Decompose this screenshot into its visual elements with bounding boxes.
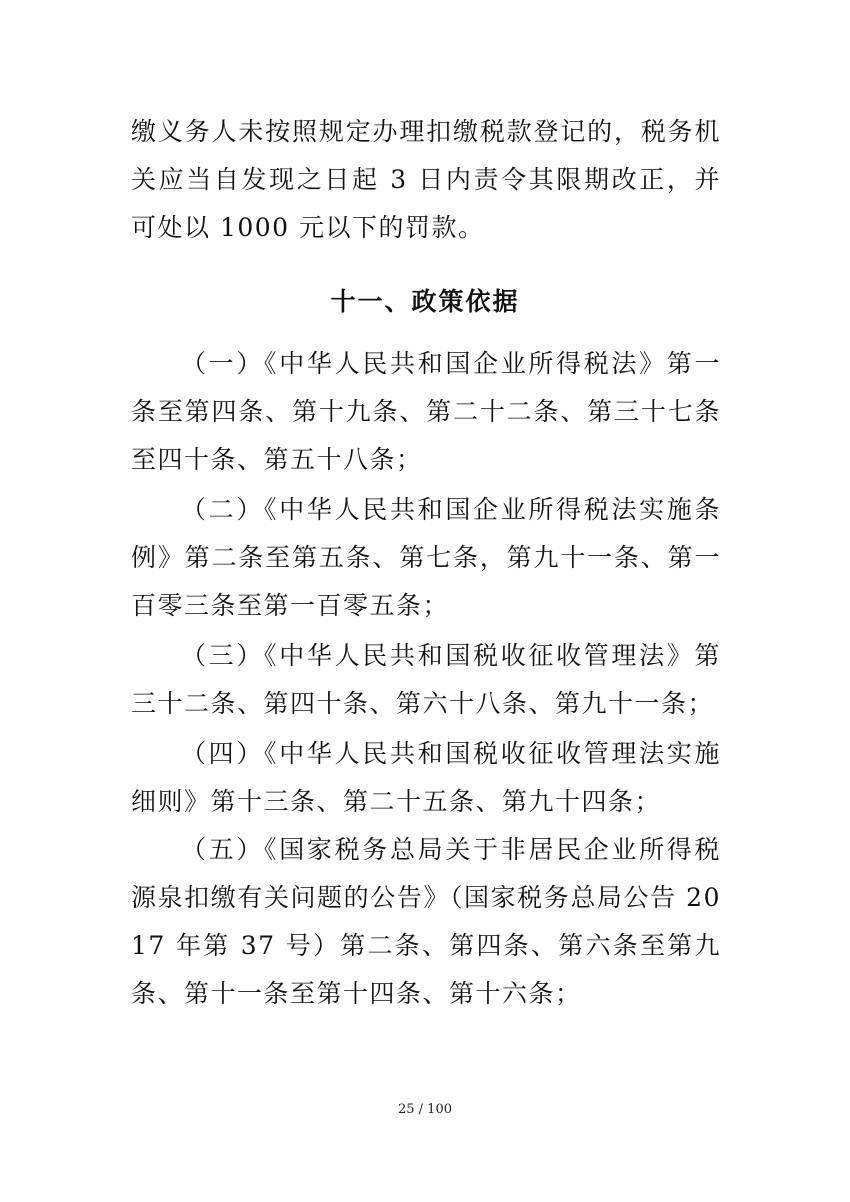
policy-item-1: （一）《中华人民共和国企业所得税法》第一条至第四条、第十九条、第二十二条、第三十七条至四十条、第五十八条； — [131, 349, 721, 474]
section-heading: 十一、政策依据 — [330, 287, 520, 316]
paragraph-continued: 缴义务人未按照规定办理扣缴税款登记的，税务机关应当自发现之日起 3 日内责令其限期改正，并可处以 1000 元以下的罚款。 — [131, 117, 721, 242]
policy-item-2: （二）《中华人民共和国企业所得税法实施条例》第二条至第五条、第七条，第九十一条、第一百零三条至第一百零五条； — [131, 495, 721, 620]
policy-item-4: （四）《中华人民共和国税收征收管理法实施细则》第十三条、第二十五条、第九十四条； — [131, 739, 721, 816]
policy-item-3: （三）《中华人民共和国税收征收管理法》第三十二条、第四十条、第六十八条、第九十一条； — [131, 641, 721, 718]
policy-item-5: （五）《国家税务总局关于非居民企业所得税源泉扣缴有关问题的公告》（国家税务总局公告 2017 年第 37 号）第二条、第四条、第六条至第九条、第十一条至第十四条、第十六条； — [131, 835, 721, 1008]
page-number: 25 / 100 — [398, 1102, 452, 1117]
